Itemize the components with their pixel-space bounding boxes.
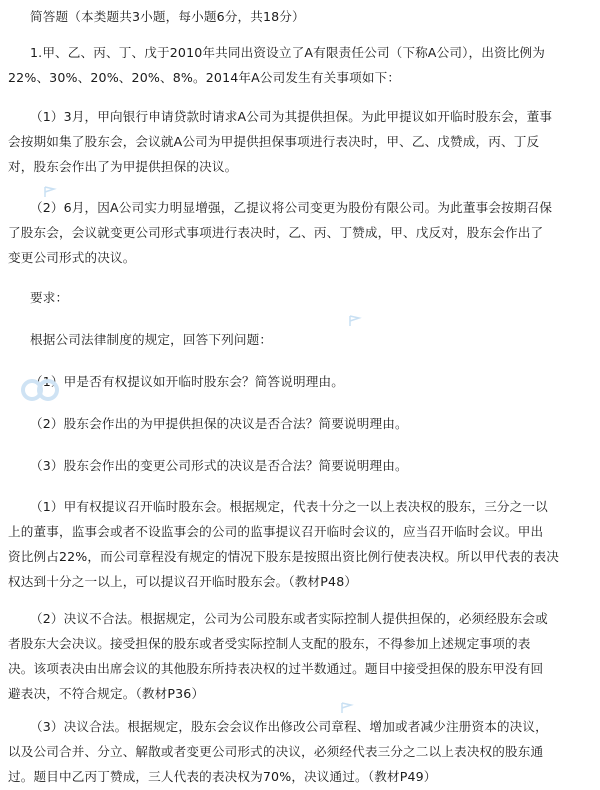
answer-line: 者股东大会决议。接受担保的股东或者受实际控制人支配的股东，不得参加上述规定事项的表 bbox=[8, 636, 531, 651]
answer-3 bbox=[8, 714, 600, 789]
sub-question-text: （1）甲是否有权提议如开临时股东会？简答说明理由。 bbox=[30, 374, 345, 389]
answer-line: 资比例占22%，而公司章程没有规定的情况下股东是按照出资比例行使表决权。所以甲代表的表决 bbox=[8, 549, 559, 564]
sub-question-1 bbox=[30, 369, 600, 394]
sub-question-3 bbox=[30, 453, 600, 478]
event-line: 对，股东会作出了为甲提供担保的决议。 bbox=[8, 159, 238, 174]
intro-line: 1.甲、乙、丙、丁、戊于2010年共同出资设立了A有限责任公司（下称A公司），出资比例为 bbox=[30, 45, 545, 60]
requirement-label bbox=[30, 285, 600, 310]
watermark-flag-icon bbox=[43, 186, 57, 198]
answer-line: （3）决议合法。根据规定，股东会会议作出修改公司章程、增加或者减少注册资本的决议， bbox=[30, 719, 548, 734]
requirement-label-text: 要求： bbox=[30, 290, 69, 305]
answer-line: 过。题目中乙丙丁赞成，三人代表的表决权为70%，决议通过。（教材P49） bbox=[8, 769, 437, 784]
answer-line: 避表决，不符合规定。（教材P36） bbox=[8, 686, 205, 701]
watermark-flag-icon bbox=[340, 702, 354, 714]
answer-line: 上的董事，监事会或者不设监事会的公司的监事提议召开临时会议的，应当召开临时会议。甲出 bbox=[8, 524, 544, 539]
answer-line: 决。该项表决由出席会议的其他股东所持表决权的过半数通过。题目中接受担保的股东甲没有回 bbox=[8, 661, 544, 676]
question-intro bbox=[8, 40, 600, 90]
answer-line: （2）决议不合法。根据规定，公司为公司股东或者实际控制人提供担保的，必须经股东会或 bbox=[30, 611, 548, 626]
event-line: 了股东会，会议就变更公司形式事项进行表决时，乙、丙、丁赞成，甲、戊反对，股东会作出了 bbox=[8, 225, 544, 240]
answer-line: 以及公司合并、分立、解散或者变更公司形式的决议，必须经代表三分之二以上表决权的股东通 bbox=[8, 744, 544, 759]
answer-2 bbox=[8, 606, 600, 706]
watermark-flag-icon bbox=[348, 315, 362, 327]
event-item-2 bbox=[8, 195, 600, 270]
event-line: （2）6月，因A公司实力明显增强，乙提议将公司变更为股份有限公司。为此董事会按期召保 bbox=[30, 200, 553, 215]
section-title-text: 简答题（本类题共3小题，每小题6分，共18分） bbox=[30, 9, 305, 24]
answer-line: （1）甲有权提议召开临时股东会。根据规定，代表十分之一以上表决权的股东，三分之一以 bbox=[30, 499, 548, 514]
sub-question-text: （2）股东会作出的为甲提供担保的决议是否合法？简要说明理由。 bbox=[30, 416, 408, 431]
sub-question-text: （3）股东会作出的变更公司形式的决议是否合法？简要说明理由。 bbox=[30, 458, 408, 473]
answer-line: 权达到十分之一以上，可以提议召开临时股东会。（教材P48） bbox=[8, 574, 358, 589]
event-line: 会按期如集了股东会，会议就A公司为甲提供担保事项进行表决时，甲、乙、戊赞成，丙、丁反 bbox=[8, 134, 540, 149]
event-line: 变更公司形式的决议。 bbox=[8, 250, 136, 265]
answer-1 bbox=[8, 494, 600, 594]
intro-line: 22%、30%、20%、20%、8%。2014年A公司发生有关事项如下： bbox=[8, 70, 401, 85]
requirement-text-line: 根据公司法律制度的规定，回答下列问题： bbox=[30, 332, 273, 347]
event-line: （1）3月，甲向银行申请贷款时请求A公司为其提供担保。为此甲提议如开临时股东会，董事 bbox=[30, 109, 553, 124]
sub-question-2 bbox=[30, 411, 600, 436]
watermark-logo-icon bbox=[18, 364, 62, 408]
event-item-1 bbox=[8, 104, 600, 179]
section-title bbox=[30, 4, 600, 29]
requirement-text bbox=[30, 327, 600, 352]
